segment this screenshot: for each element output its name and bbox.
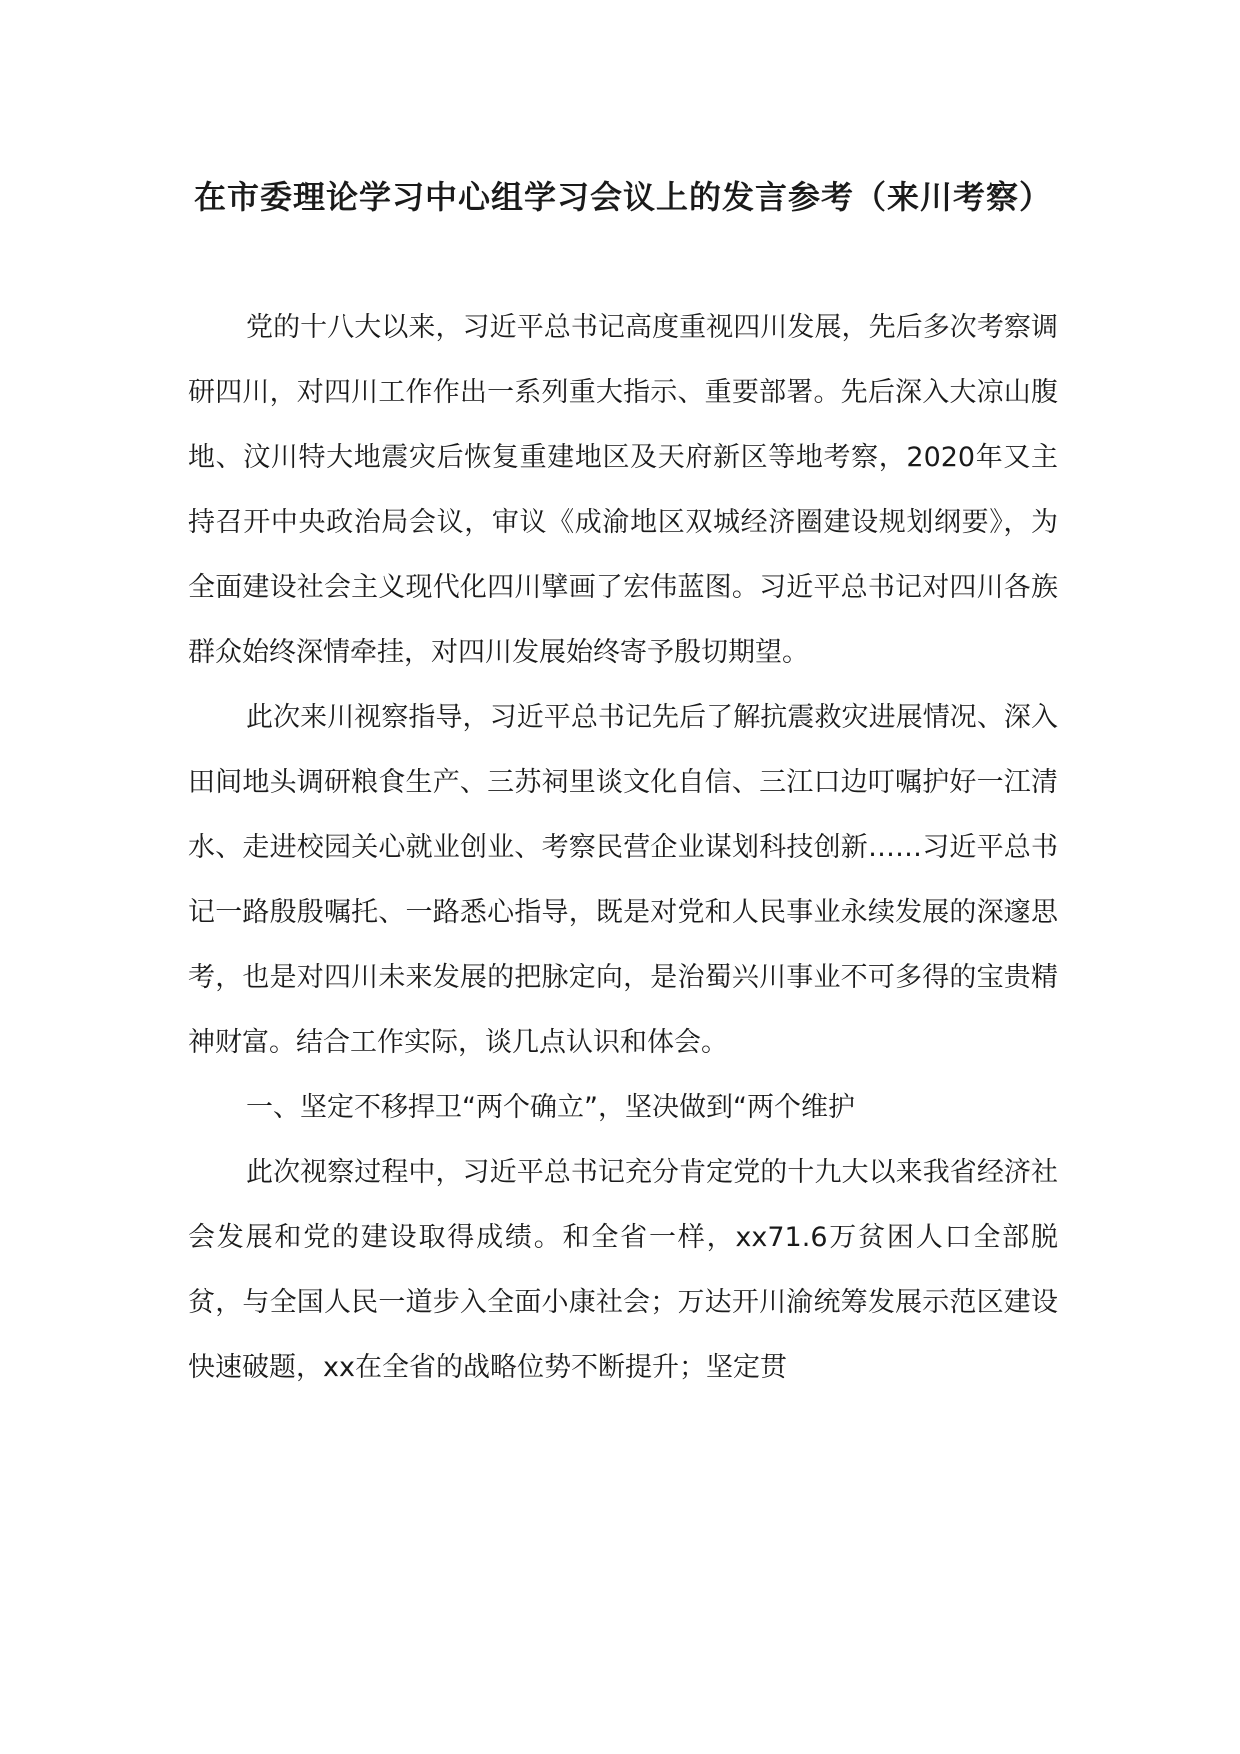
paragraph-3: 此次视察过程中，习近平总书记充分肯定党的十九大以来我省经济社会发展和党的建设取得成绩。和全省一样，xx71.6万贫困人口全部脱贫，与全国人民一道步入全面小康社会；万达开川渝统筹发展示范区建设快速破题，xx在全省的战略位势不断提升；坚定贯 xyxy=(188,1157,1058,1383)
document-body xyxy=(188,295,1058,1400)
document-title: 在市委理论学习中心组学习会议上的发言参考（来川考察） xyxy=(193,178,1052,216)
section-heading-1: 一、坚定不移捍卫“两个确立”，坚决做到“两个维护 xyxy=(246,1092,855,1123)
paragraph-2: 此次来川视察指导，习近平总书记先后了解抗震救灾进展情况、深入田间地头调研粮食生产、三苏祠里谈文化自信、三江口边叮嘱护好一江清水、走进校园关心就业创业、考察民营企业谋划科技创新……习近平总书记一路殷殷嘱托、一路悉心指导，既是对党和人民事业永续发展的深邃思考，也是对四川未来发展的把脉定向，是治蜀兴川事业不可多得的宝贵精神财富。结合工作实际，谈几点认识和体会。 xyxy=(188,702,1058,1058)
paragraph-1: 党的十八大以来，习近平总书记高度重视四川发展，先后多次考察调研四川，对四川工作作出一系列重大指示、重要部署。先后深入大凉山腹地、汶川特大地震灾后恢复重建地区及天府新区等地考察，2020年又主持召开中央政治局会议，审议《成渝地区双城经济圈建设规划纲要》，为全面建设社会主义现代化四川擘画了宏伟蓝图。习近平总书记对四川各族群众始终深情牵挂，对四川发展始终寄予殷切期望。 xyxy=(188,312,1058,668)
